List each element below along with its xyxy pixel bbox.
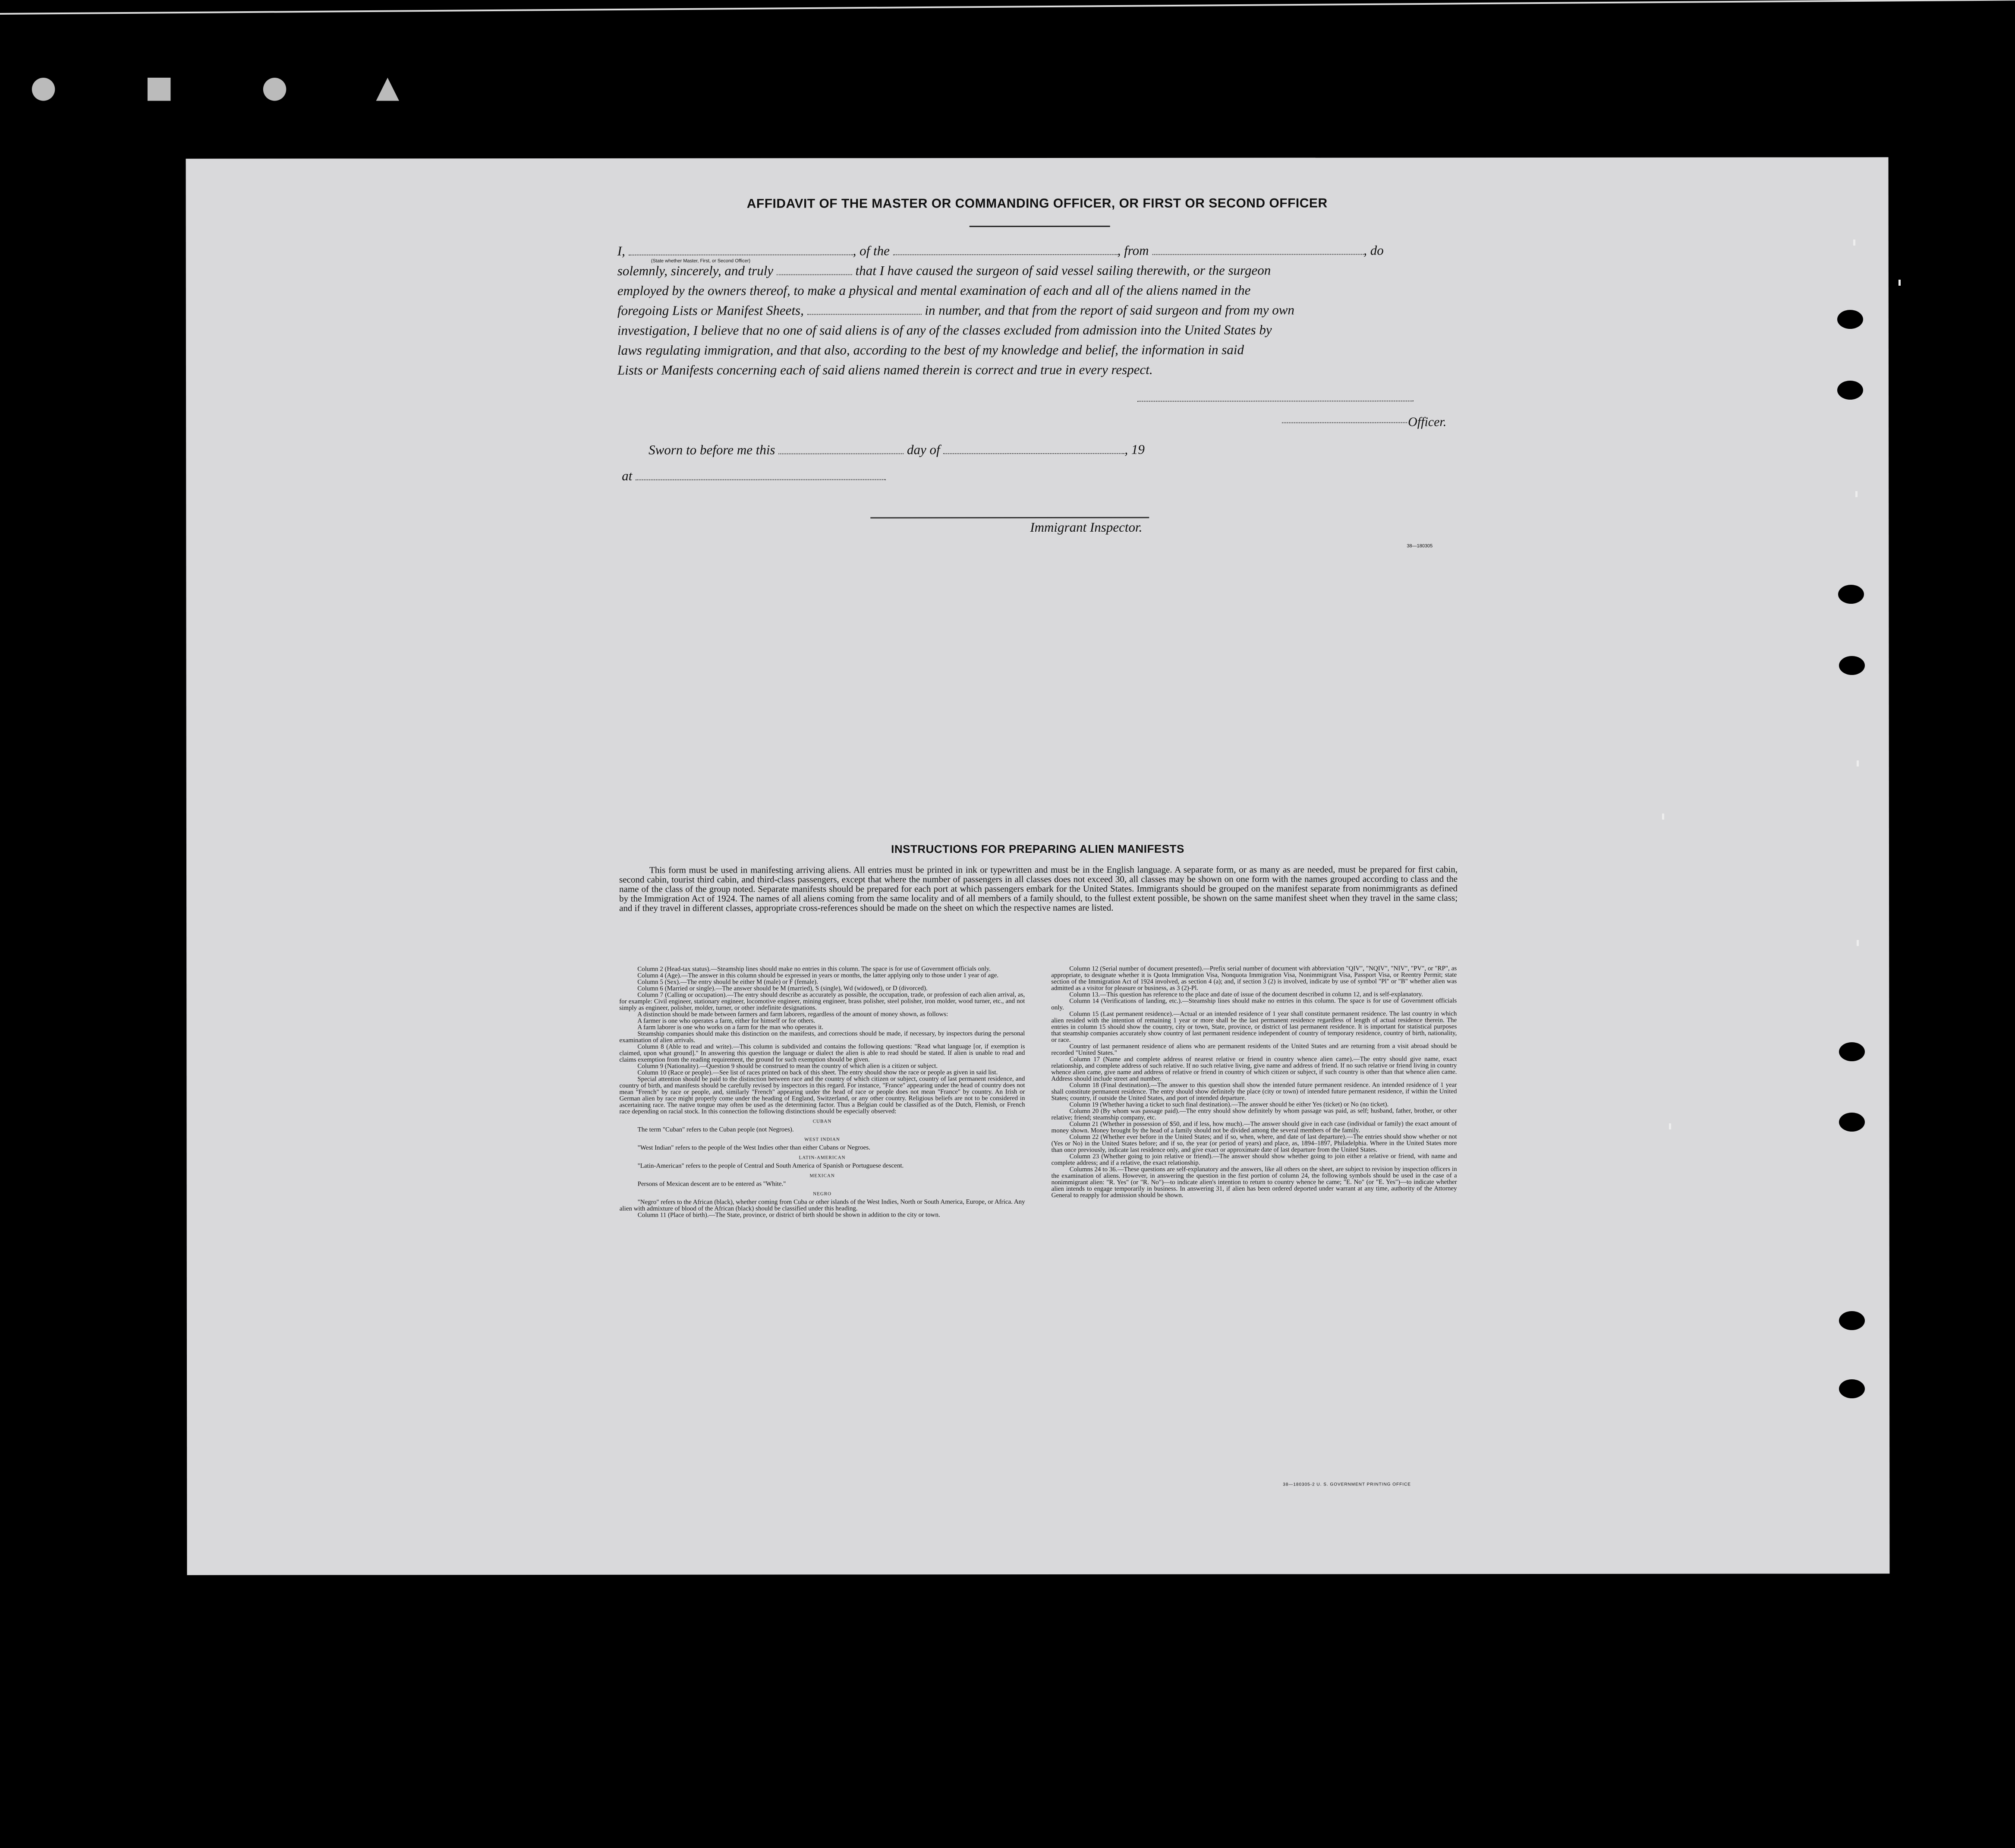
instructions-title: INSTRUCTIONS FOR PREPARING ALIEN MANIFESTS bbox=[891, 842, 1184, 856]
punch-hole bbox=[1837, 381, 1863, 400]
film-edge-line bbox=[0, 0, 2015, 15]
instruction-paragraph: Special attention should be paid to the distinction between race and the country of which citizen or subject, country of last permanent residence, and country of birth, and manifests should be carefully revised by inspectors in this regard. For instance, "France" appearing under the head of country does not mean "French" by race or people, and, similarly "French" appearing under the head of race or people does not mean "France" by country. An Irish or German alien by race might properly come under the heading of England, Switzerland, or any other country. Religious beliefs are not to be considered in ascertaining race. The native tongue may often be used as the determining factor. Thus a Belgian could be classified as of the Dutch, Flemish, or French race depending on racial stock. In this connection the following distinctions should be especially observed: bbox=[619, 1075, 1025, 1115]
at-line bbox=[622, 468, 886, 484]
race-heading-mexican: MEXICAN bbox=[809, 1173, 835, 1179]
race-heading-cuban: CUBAN bbox=[812, 1119, 832, 1124]
instruction-paragraph: Column 4 (Age).—The answer in this column should be expressed in years or months, the latter applying only to those under 1 year of age. bbox=[637, 972, 999, 979]
instruction-paragraph: Columns 24 to 36.—These questions are self-explanatory and the answers, like all others on the sheet, are subject to revision by inspection officers in the examination of aliens. However, in answering the question in the first portion of column 24, the following symbols should be used in the case of a nonimmigrant alien: "R. Yes" (or "R. No")—to indicate alien's intention to return to country whence he came; "E. No" (or "E. Yes")—to indicate whether alien intends to engage temporarily in business. In answering 31, if alien has been ordered deported under warrant at any time, authority of the Attorney General to reapply for admission should be shown. bbox=[1051, 1166, 1457, 1199]
instruction-paragraph: Column 6 (Married or single).—The answer should be M (married), S (single), Wd (widowed), or D (divorced). bbox=[637, 985, 928, 992]
affidavit-line2a: solemnly, sincerely, and truly bbox=[617, 263, 774, 278]
instruction-paragraph: Column 19 (Whether having a ticket to such final destination).—The answer should be either Yes (ticket) or No (no ticket). bbox=[1069, 1101, 1389, 1108]
inspector-label: Immigrant Inspector. bbox=[1030, 519, 1143, 535]
sworn-line bbox=[649, 442, 1145, 458]
punch-hole bbox=[1839, 1113, 1865, 1132]
instruction-paragraph: Column 11 (Place of birth).—The State, province, or district of birth should be shown in addition to the city or town. bbox=[637, 1211, 940, 1219]
edge-mark bbox=[1857, 940, 1859, 946]
race-definition: Persons of Mexican descent are to be entered as "White." bbox=[637, 1180, 786, 1188]
officer-name-blank bbox=[629, 244, 853, 255]
affidavit-i: I, bbox=[617, 243, 625, 259]
oath-blank bbox=[777, 264, 852, 275]
race-definition: "Negro" refers to the African (black), whether coming from Cuba or other islands of the West Indies, North or South America, Europe, or Africa. Any alien with admixture of blood of the African (black) should be classified under this heading. bbox=[619, 1198, 1025, 1212]
punch-hole bbox=[1839, 1042, 1865, 1061]
instruction-paragraph: Column 17 (Name and complete address of nearest relative or friend in country whence alien came).—The entry should give name, exact relationship, and complete address of such relative. If no such relative living, give name and address of friend. If no such relative or friend living in country whence alien came, give name and address of relative or friend in country of which citizen or subject, if such country is other than that whence alien came. Address should include street and number. bbox=[1051, 1056, 1457, 1082]
affidavit-text bbox=[617, 240, 1649, 380]
affidavit-title: AFFIDAVIT OF THE MASTER OR COMMANDING OFFICER, OR FIRST OR SECOND OFFICER bbox=[746, 196, 1328, 211]
punch-hole bbox=[1839, 1311, 1865, 1330]
instruction-paragraph: Column 2 (Head-tax status).—Steamship lines should make no entries in this column. The space is for use of Government officials only. bbox=[637, 965, 991, 973]
affidavit-line4a: foregoing Lists or Manifest Sheets, bbox=[617, 303, 804, 318]
affidavit-line2b: that I have caused the surgeon of said vessel sailing therewith, or the surgeon bbox=[855, 262, 1271, 278]
day-blank bbox=[778, 443, 904, 454]
sworn-text-c: , 19 bbox=[1124, 442, 1145, 457]
affidavit-from: , from bbox=[1117, 243, 1149, 258]
instruction-paragraph: Country of last permanent residence of aliens who are permanent residents of the United States and are returning from a visit abroad should be recorded "United States." bbox=[1051, 1043, 1457, 1056]
instruction-paragraph: Column 23 (Whether going to join relative or friend).—The answer should show whether going to join either a relative or friend, with name and complete address; and if a relative, the exact relationship. bbox=[1051, 1153, 1457, 1167]
punch-hole bbox=[1838, 585, 1864, 604]
instruction-paragraph: Column 12 (Serial number of document presented).—Prefix serial number of document with abbreviation "QIV", "NQIV", "NIV", "PV", or "RP", as appropriate, to designate whether it is Quota Immigration Visa, Nonquota Immigration Visa, Nonimmigrant Visa, Passport Visa, or Reentry Permit; state section of the Immigration Act of 1924 involved, as section 4 (a); and, if section 3 (2) is involved, indicate by use of symbol "Pl" or "B" whether alien was admitted as a visitor for pleasure or business, as 3 (2)-Pl. bbox=[1051, 965, 1457, 992]
place-blank bbox=[636, 469, 886, 480]
race-definition: The term "Cuban" refers to the Cuban people (not Negroes). bbox=[637, 1126, 794, 1133]
instruction-paragraph: Steamship companies should make this distinction on the manifests, and corrections should be made, if necessary, by inspectors during the personal examination of alien arrivals. bbox=[619, 1030, 1025, 1044]
instructions-left-column bbox=[619, 966, 1025, 1219]
affidavit-line5: investigation, I believe that no one of said aliens is of any of the classes excluded from admission into the United States by bbox=[617, 322, 1272, 338]
sworn-text-b: day of bbox=[907, 442, 940, 457]
officer-rank-note: (State whether Master, First, or Second Officer) bbox=[651, 258, 751, 264]
race-heading-negro: NEGRO bbox=[813, 1191, 832, 1197]
at-label: at bbox=[622, 468, 633, 483]
race-heading-latin-american: LATIN-AMERICAN bbox=[799, 1155, 846, 1161]
instruction-paragraph: Column 20 (By whom was passage paid).—The entry should show definitely by whom passage was paid, as self; husband, father, brother, or other relative; friend; steamship company, etc. bbox=[1051, 1107, 1457, 1121]
punch-hole bbox=[1837, 310, 1863, 329]
officer-title-line bbox=[1282, 422, 1407, 423]
punch-hole bbox=[1839, 656, 1865, 675]
vessel-blank bbox=[893, 244, 1118, 255]
affidavit-line3: employed by the owners thereof, to make a physical and mental examination of each and all of the aliens named in the bbox=[617, 282, 1251, 298]
affidavit-line7: Lists or Manifests concerning each of said aliens named therein is correct and true in every respect. bbox=[617, 362, 1153, 378]
instruction-paragraph: Column 21 (Whether in possession of $50, and if less, how much).—The answer should give in each case (individual or family) the exact amount of money shown. Money brought by the head of a family should not be divided among the several members of the family. bbox=[1051, 1120, 1457, 1134]
race-definition: "West Indian" refers to the people of the West Indies other than either Cubans or Negroes. bbox=[637, 1144, 870, 1151]
instruction-paragraph: Column 13.—This question has reference to the place and date of issue of the document described in column 12, and is self-explanatory. bbox=[1069, 991, 1423, 998]
instruction-paragraph: A farmer is one who operates a farm, either for himself or for others. bbox=[637, 1017, 815, 1025]
affidavit-line6: laws regulating immigration, and that also, according to the best of my knowledge and belief, the information in said bbox=[617, 342, 1244, 358]
instruction-paragraph: Column 9 (Nationality).—Question 9 should be construed to mean the country of which alien is a citizen or subject. bbox=[637, 1063, 938, 1070]
edge-mark bbox=[1857, 760, 1859, 766]
edge-mark bbox=[1899, 280, 1901, 286]
instruction-paragraph: Column 7 (Calling or occupation).—The entry should describe as accurately as possible, the occupation, trade, or profession of each alien arrival, as, for example: Civil engineer, stationary engineer, locomotive engineer, mining engineer, brass polisher, steel polisher, iron molder, wood turner, etc., and not simply as engineer, polisher, molder, turner, or other indefinite designations. bbox=[619, 991, 1025, 1012]
affidavit-do: , do bbox=[1363, 243, 1384, 258]
port-blank bbox=[1152, 243, 1363, 255]
instruction-paragraph: Column 5 (Sex).—The entry should be either M (male) or F (female). bbox=[637, 978, 818, 986]
instruction-paragraph: Column 15 (Last permanent residence).—Actual or an intended residence of 1 year shall constitute permanent residence. The last country in which alien resided with the intention of remaining 1 year or more shall be the last permanent residence regardless of length of actual residence therein. The entries in column 15 should show the country, city or town, State, province, or district of last permanent residence. It is important for statistical purposes that steamship companies accurately show country of last permanent residence independent of country of temporary residence, country of birth, nationality, or race. bbox=[1051, 1010, 1457, 1044]
manifest-page bbox=[186, 157, 1890, 1575]
signature-line bbox=[1137, 401, 1414, 402]
instruction-paragraph: Column 14 (Verifications of landing, etc.).—Steamship lines should make no entries in this column. The space is for use of Government officials only. bbox=[1051, 997, 1457, 1011]
race-heading-west-indian: WEST INDIAN bbox=[804, 1137, 840, 1142]
count-blank bbox=[807, 303, 922, 315]
edge-mark bbox=[1855, 491, 1858, 497]
instructions-intro: This form must be used in manifesting arriving aliens. All entries must be printed in ink or typewritten and must be in the English language. A separate form, or as many as are needed, must be prepared for first cabin, second cabin, tourist third cabin, and third-class passengers, except that where the number of passengers in all classes does not exceed 30, all classes may be shown on one form with the names grouped according to class and the name of the class of the group noted. Separate manifests should be prepared for each port at which passengers embark for the United States. Immigrants should be grouped on the manifest separate from nonimmigrants as defined by the Immigration Act of 1924. The names of all aliens coming from the same locality and of all members of a family should, to the fullest extent possible, be shown on the same manifest sheet when they travel in the same class; and if they travel in different classes, appropriate cross-references should be made on the sheet on which the respective names are listed. bbox=[619, 864, 1458, 913]
edge-mark bbox=[1853, 240, 1855, 246]
form-code: 38—180305 bbox=[1407, 543, 1433, 549]
race-definition: "Latin-American" refers to the people of Central and South America of Spanish or Portuguese descent. bbox=[637, 1162, 904, 1170]
instruction-paragraph: Column 22 (Whether ever before in the United States; and if so, when, where, and date of last departure).—The entries should show whether or not (Yes or No) in the United States before; and if so, the year (or period of years) and place, as, 1894–1897, Philadelphia. Where in the United States more than once previously, indicate last residence only, and give exact or approximate date of last departure from the United States. bbox=[1051, 1133, 1457, 1154]
instruction-paragraph: A distinction should be made between farmers and farm laborers, regardless of the amount of money shown, as follows: bbox=[637, 1011, 948, 1018]
instruction-paragraph: Column 8 (Able to read and write).—This column is subdivided and contains the following questions: "Read what language [or, if exemption is claimed, upon what ground]." In answering this question the language or dialect the alien is able to read should be stated. If alien is unable to read and claims exemption from the reading requirement, the ground for such exemption should be given. bbox=[619, 1043, 1025, 1063]
instruction-paragraph: A farm laborer is one who works on a farm for the man who operates it. bbox=[637, 1024, 824, 1031]
printing-office-imprint: 38—180305-2 U. S. GOVERNMENT PRINTING OFFICE bbox=[1283, 1482, 1411, 1487]
title-rule bbox=[970, 226, 1110, 227]
officer-label: Officer. bbox=[1408, 415, 1447, 429]
affidavit-of-the: , of the bbox=[853, 243, 890, 259]
affidavit-line4b: in number, and that from the report of said surgeon and from my own bbox=[925, 302, 1294, 318]
sworn-text-a: Sworn to before me this bbox=[649, 442, 775, 457]
instruction-paragraph: Column 18 (Final destination).—The answer to this question shall show the intended future permanent residence. An intended residence of 1 year shall constitute permanent residence. The entry should show definitely the place (city or town) of intended future permanent residence, if within the United States; country, if outside the United States, and port of intended departure. bbox=[1051, 1082, 1457, 1102]
inspector-signature-line bbox=[870, 517, 1149, 519]
film-corner-marks: ● ■ ● ▲ bbox=[30, 69, 438, 104]
instruction-paragraph: Column 10 (Race or people).—See list of races printed on back of this sheet. The entry should show the race or people as given in said list. bbox=[637, 1069, 998, 1076]
punch-hole bbox=[1839, 1379, 1865, 1398]
edge-mark bbox=[1662, 814, 1664, 820]
instructions-right-column bbox=[1051, 965, 1457, 1199]
edge-mark bbox=[1669, 1123, 1671, 1129]
month-blank bbox=[943, 443, 1124, 454]
